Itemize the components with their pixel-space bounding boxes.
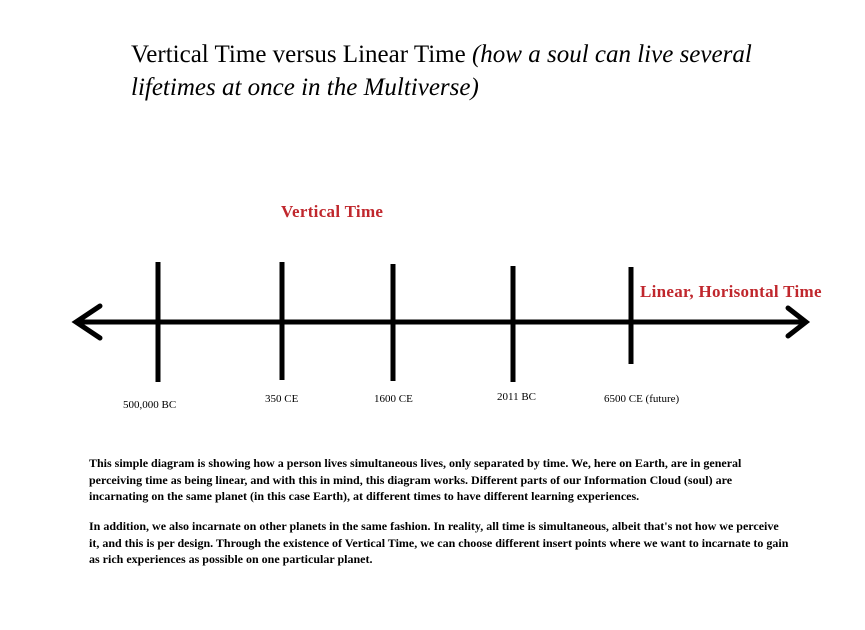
tick-label-2: 350 CE: [265, 393, 299, 405]
title-italic: (how a soul can live several lifetimes at once in the Multiverse): [131, 41, 752, 101]
tick-label-3: 1600 CE: [374, 393, 413, 405]
tick-label-1: 500,000 BC: [123, 399, 177, 411]
tick-label-4: 2011 BC: [497, 391, 537, 403]
title-main: Vertical Time versus Linear Time: [131, 41, 466, 68]
description-paragraph-2: In addition, we also incarnate on other planets in the same fashion. In reality, all time is simultaneous, albeit that's not how we perceive it, and this is per design. Through the existence of Vertical Time, we can choose different insert points where we want to incarnate to gain as rich experiences as possible on one particular planet.: [89, 519, 789, 566]
vertical-time-label: Vertical Time: [281, 202, 384, 221]
description-paragraph-1: This simple diagram is showing how a person lives simultaneous lives, only separated by time. We, here on Earth, are in general perceiving time as being linear, and with this in mind, this diagram works. Different parts of our Information Cloud (soul) are incarnating on the same planet (in this case Earth), at different times to have different learning experiences.: [89, 456, 742, 503]
tick-label-5: 6500 CE (future): [604, 393, 680, 405]
linear-time-label: Linear, Horisontal Time: [640, 282, 822, 301]
